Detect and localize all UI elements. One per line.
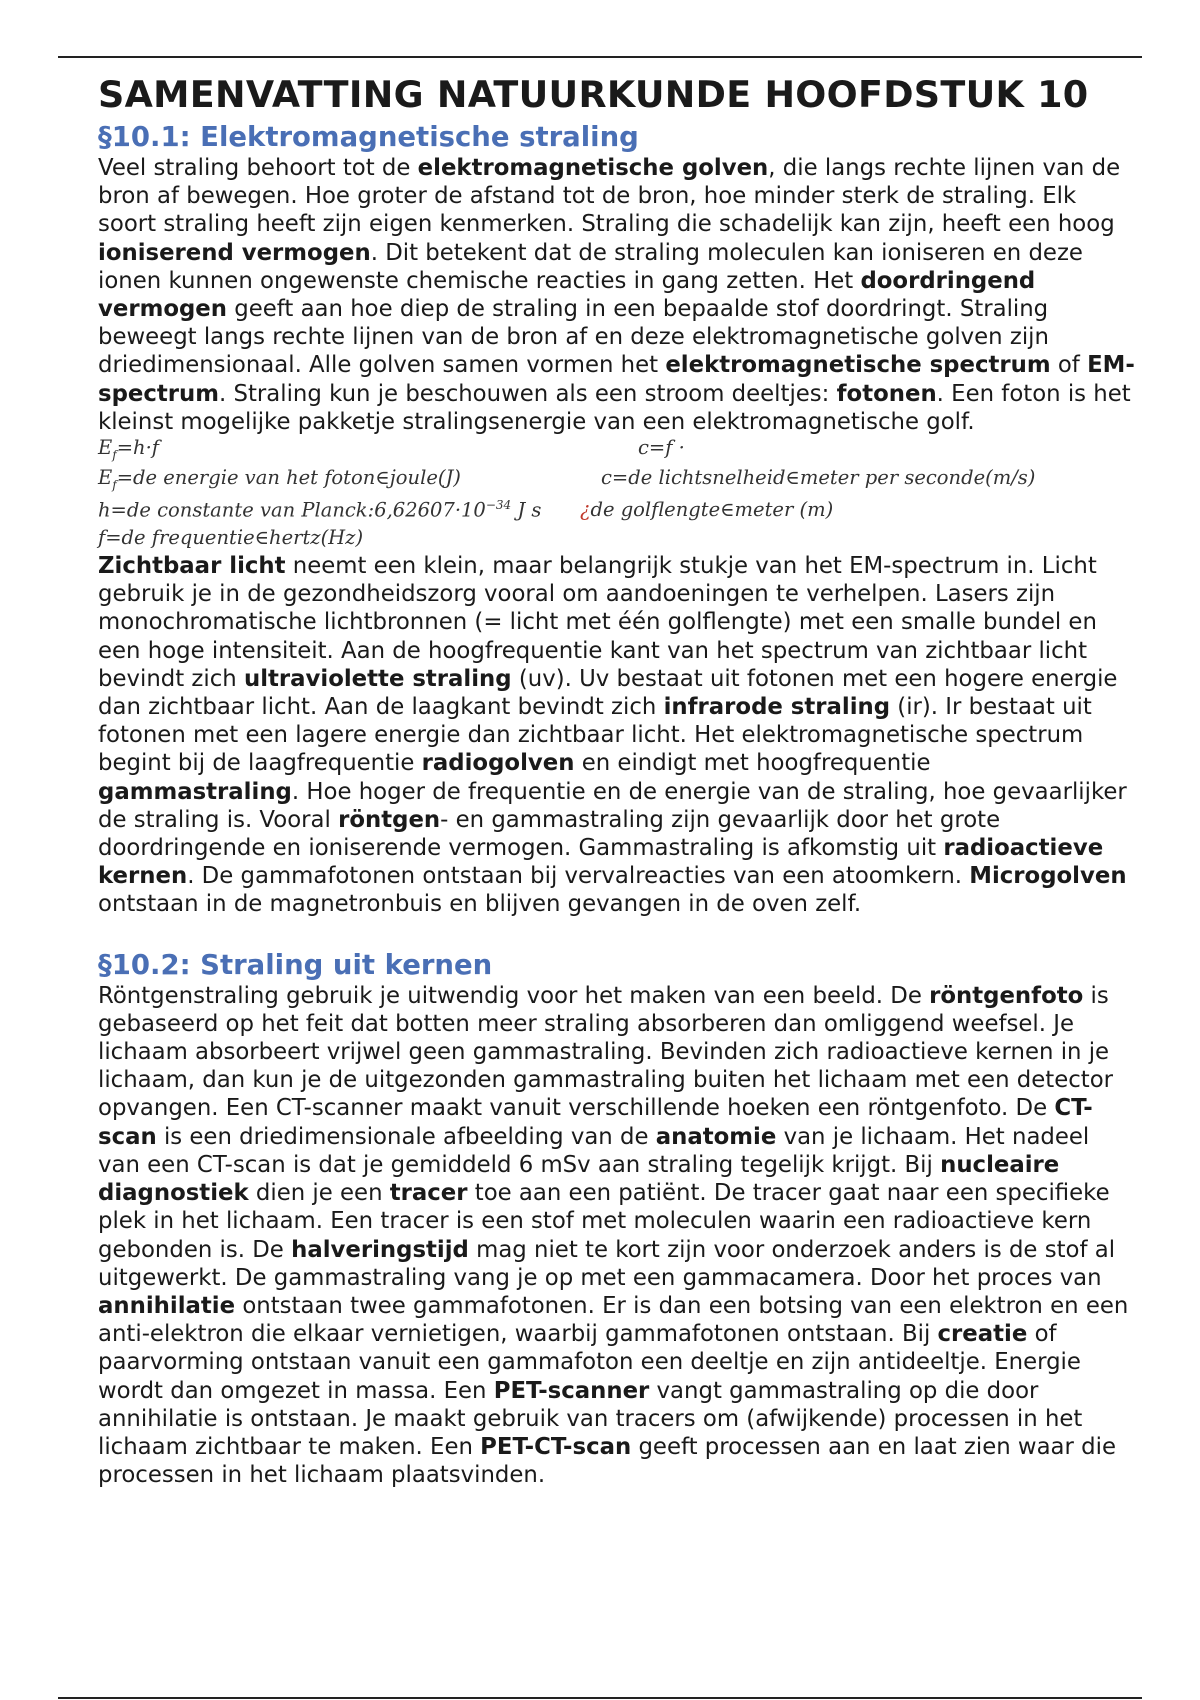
bold-term: elektromagnetische golven [417, 155, 769, 181]
text-run: ontstaan in de magnetronbuis en blijven gevangen in de oven zelf. [98, 891, 862, 918]
bold-term: elektromagnetische spectrum [665, 352, 1051, 379]
text-run: dien je een [248, 1180, 390, 1207]
formula-def-wavelength: ¿de golflengte∈meter (m) [580, 498, 834, 522]
formula-wave-speed: c=f · [638, 436, 685, 460]
bold-term: tracer [389, 1180, 468, 1207]
document-title: SAMENVATTING NATUURKUNDE HOOFDSTUK 10 [98, 73, 1089, 116]
text-run: geeft aan hoe diep de straling in een bepaalde stof doordringt. Straling beweegt langs rechte lijnen van de bron af en deze elektromagnetische golven zijn driedimensionaal. Alle golven samen vormen het [98, 296, 1049, 379]
formula-def-planck: h=de constante van $Planck:6,62607\cdot 10^{-34}$ J s [98, 498, 542, 522]
bold-term: röntgenfoto [929, 982, 1084, 1009]
bold-term: annihilatie [98, 1292, 236, 1319]
bold-term: Microgolven [969, 863, 1127, 890]
text-run: Veel straling behoort tot de [98, 155, 418, 181]
bold-term: röntgen [338, 806, 441, 833]
text-run: . Dit betekent dat de straling moleculen kan ioniseren en deze ionen kunnen ongewenste chemische reacties in gang zetten. Het [98, 239, 1083, 294]
text-run: , die langs rechte lijnen van de bron af bewegen. Hoe groter de afstand tot de bron, hoe minder sterk de straling. Elk soort straling heeft zijn eigen kenmerken. Straling die schadelijk kan zijn, heeft een hoog [98, 155, 1121, 238]
section-heading-10-2: §10.2: Straling uit kernen [98, 948, 493, 981]
bold-term: ioniserend vermogen [98, 239, 371, 266]
bold-term: radioactieve kernen [98, 835, 1104, 890]
text-run: geeft processen aan en laat zien waar die processen in het lichaam plaatsvinden. [98, 1433, 1116, 1489]
bold-term: ultraviolette straling [243, 665, 512, 692]
bold-term: infrarode straling [663, 694, 891, 721]
bold-term: halveringstijd [291, 1236, 469, 1263]
text-run: Röntgenstraling gebruik je uitwendig voor het maken van een beeld. De [98, 982, 930, 1009]
text-run: (uv). Uv bestaat uit fotonen met een hogere energie dan zichtbaar licht. Aan de laagkant bevindt zich [98, 665, 1118, 721]
text-run: is een driedimensionale afbeelding van de [156, 1123, 656, 1150]
bold-term: radiogolven [421, 750, 575, 777]
text-run: of [1050, 352, 1088, 379]
bold-term: creatie [937, 1321, 1028, 1348]
bold-term: Zichtbaar licht [98, 553, 286, 580]
bold-term: gammastraling [98, 778, 292, 805]
paragraph-visible-light [98, 552, 1138, 919]
text-run: . Een foton is het kleinst mogelijke pakketje stralingsenergie van een elektromagnetische golf. [98, 380, 1131, 435]
text-run: toe aan een patiënt. De tracer gaat naar een specifieke plek in het lichaam. Een tracer is een stof met moleculen waarin een radioactieve kern gebonden is. De [98, 1180, 1110, 1263]
bold-term: EM-spectrum [98, 352, 1135, 407]
text-run: . De gammafotonen ontstaan bij vervalreacties van een atoomkern. [187, 863, 970, 890]
formula-def-speed: c=de lichtsnelheid∈meter per seconde(m/s) [601, 466, 1036, 490]
text-run: of paarvorming ontstaan vanuit een gammafoton een deeltje en zijn antideeltje. Energie wordt dan omgezet in massa. Een [98, 1321, 1081, 1404]
bold-term: doordringend vermogen [98, 267, 1036, 323]
text-run: en eindigt met hoogfrequentie [574, 750, 931, 777]
text-run: mag niet te kort zijn voor onderzoek anders is de stof al uitgewerkt. De gammastraling vang je op met een gammacamera. Door het proces van [98, 1236, 1116, 1291]
text-run: neemt een klein, maar belangrijk stukje van het EM-spectrum in. Licht gebruik je in de gezondheidszorg vooral om aandoeningen te verhelpen. Lasers zijn monochromatische lichtbronnen (= licht met één golflengte) met een smalle bundel en een hoge intensiteit. Aan de hoogfrequentie kant van het spectrum van zichtbaar licht bevindt zich [98, 553, 1097, 692]
bold-term: CT-scan [98, 1095, 1093, 1150]
text-run: . Straling kun je beschouwen als een stroom deeltjes: [219, 380, 837, 407]
paragraph-nuclear-radiation [98, 982, 1138, 1490]
formula-photon-energy: $E_f=h\cdot f$ [98, 436, 160, 462]
formula-def-frequency: f=de frequentie∈hertz(Hz) [98, 526, 364, 550]
paragraph-em-radiation [98, 154, 1138, 436]
bold-term: PET-scanner [493, 1377, 650, 1404]
document-page [98, 70, 1138, 1489]
bottom-rule [58, 1697, 1142, 1699]
bold-term: fotonen [836, 380, 937, 407]
bold-term: anatomie [655, 1123, 777, 1150]
top-rule [58, 56, 1142, 58]
section-heading-10-1: §10.1: Elektromagnetische straling [98, 121, 639, 153]
text-run: ontstaan twee gammafotonen. Er is dan een botsing van een elektron en een anti-elektron die elkaar vernietigen, waarbij gammafotonen ontstaan. Bij [98, 1292, 1129, 1348]
text-run: is gebaseerd op het feit dat botten meer straling absorberen dan omliggend weefsel. Je lichaam absorbeert vrijwel geen gammastraling. Bevinden zich radioactieve kernen in je lichaam, dan kun je de uitgezonden gammastraling buiten het lichaam met een detector opvangen. Een CT-scanner maakt vanuit verschillende hoeken een röntgenfoto. De [98, 982, 1114, 1122]
text-run: (ir). Ir bestaat uit fotonen met een lagere energie dan zichtbaar licht. Het elektromagnetische spectrum begint bij de laagfrequentie [98, 694, 1092, 777]
bold-term: nucleaire diagnostiek [98, 1151, 1060, 1207]
text-run: - en gammastraling zijn gevaarlijk door het grote doordringende en ioniserende vermogen. Gammastraling is afkomstig uit [98, 806, 1001, 862]
text-run: . Hoe hoger de frequentie en de energie van de straling, hoe gevaarlijker de straling is. Vooral [98, 778, 1127, 833]
text-run: vangt gammastraling op die door annihilatie is ontstaan. Je maakt gebruik van tracers om (afwijkende) processen in het lichaam zichtbaar te maken. Een [98, 1377, 1083, 1460]
text-run: van je lichaam. Het nadeel van een CT-scan is dat je gemiddeld 6 mSv aan straling tegelijk krijgt. Bij [98, 1123, 1090, 1178]
bold-term: PET-CT-scan [480, 1433, 632, 1460]
formula-def-energy: $E_f=de$ energie van het foton∈joule(J) [98, 466, 461, 492]
formula-block [98, 436, 1138, 552]
